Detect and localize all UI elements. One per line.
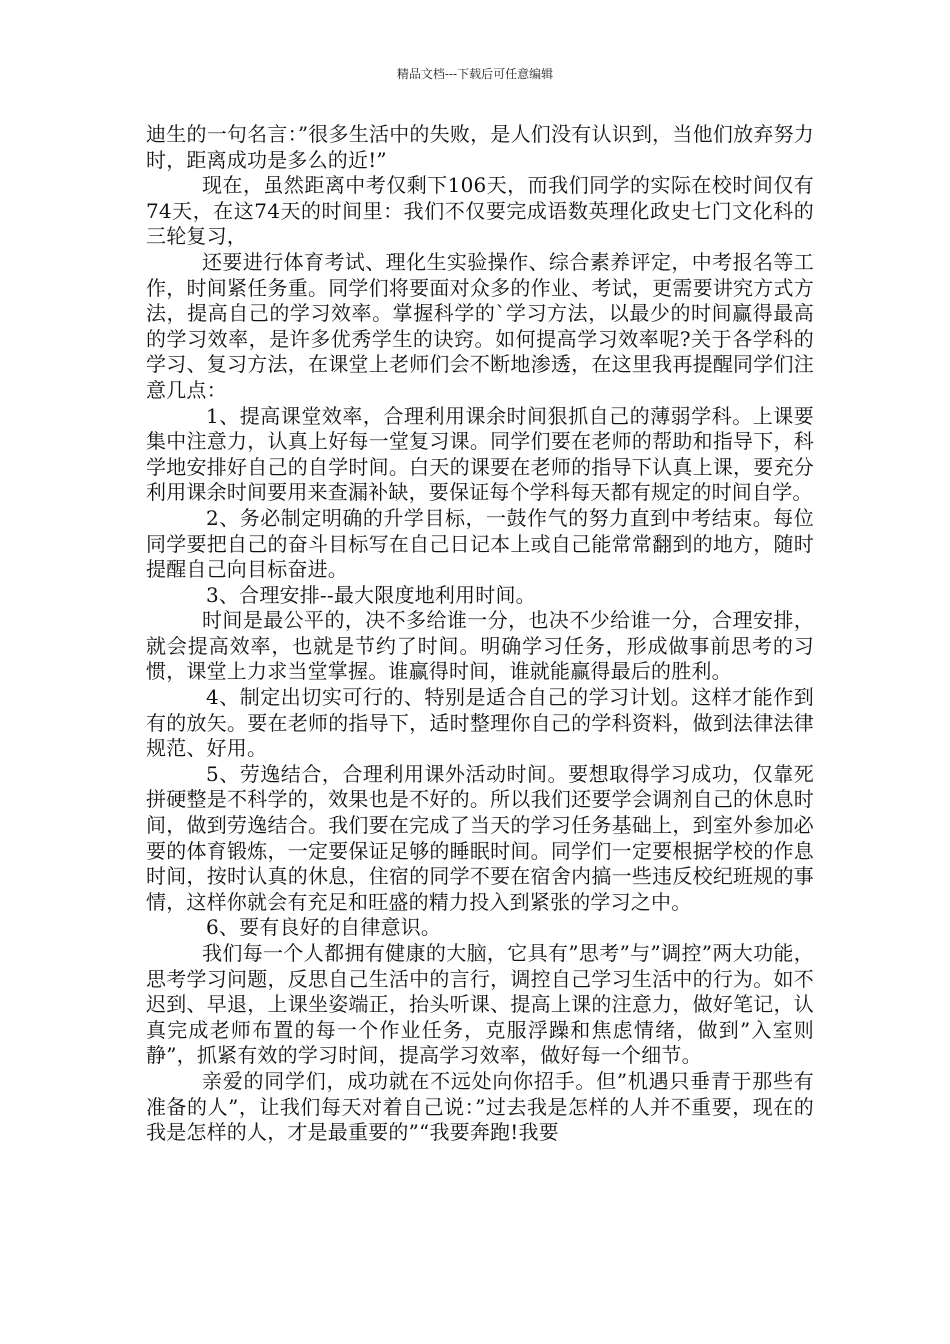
paragraph-6: 3、合理安排--最大限度地利用时间。: [206, 582, 536, 607]
paragraph-1: 迪生的一句名言：”很多生活中的失败，是人们没有认识到，当他们放弃努力时，距离成功是多么的近!”: [146, 122, 814, 172]
paragraph-4: 1、提高课堂效率，合理利用课余时间狠抓自己的薄弱学科。上课要集中注意力，认真上好每一堂复习课。同学们要在老师的帮助和指导下，科学地安排好自己的自学时间。白天的课要在老师的指导下认真上课，要充分利用课余时间要用来查漏补缺，要保证每个学科每天都有规定的时间自学。: [146, 403, 814, 505]
document-body: [146, 122, 814, 1146]
paragraph-8: 4、制定出切实可行的、特别是适合自己的学习计划。这样才能作到有的放矢。要在老师的指导下，适时整理你自己的学科资料，做到法律法律规范、好用。: [146, 685, 814, 761]
paragraph-7: 时间是最公平的，决不多给谁一分，也决不少给谁一分，合理安排，就会提高效率，也就是节约了时间。明确学习任务，形成做事前思考的习惯，课堂上力求当堂掌握。谁赢得时间，谁就能赢得最后的胜利。: [146, 608, 814, 684]
paragraph-3: 还要进行体育考试、理化生实验操作、综合素养评定，中考报名等工作，时间紧任务重。同学们将要面对众多的作业、考试，更需要讲究方式方法，提高自己的学习效率。掌握科学的`学习方法，以最少的时间赢得最高的学习效率，是许多优秀学生的诀窍。如何提高学习效率呢?关于各学科的学习、复习方法，在课堂上老师们会不断地渗透，在这里我再提醒同学们注意几点：: [146, 249, 814, 402]
paragraph-10: 6、要有良好的自律意识。: [206, 915, 442, 940]
paragraph-5: 2、务必制定明确的升学目标，一鼓作气的努力直到中考结束。每位同学要把自己的奋斗目标写在自己日记本上或自己能常常翻到的地方，随时提醒自己向目标奋进。: [146, 505, 814, 582]
paragraph-12: 亲爱的同学们，成功就在不远处向你招手。但”机遇只垂青于那些有准备的人”，让我们每天对着自己说：”过去我是怎样的人并不重要，现在的我是怎样的人，才是最重要的”“我要奔跑!我要: [146, 1068, 814, 1145]
page-header: 精品文档---下载后可任意编辑: [396, 67, 554, 81]
paragraph-9: 5、劳逸结合，合理利用课外活动时间。要想取得学习成功，仅靠死拼硬整是不科学的，效果也是不好的。所以我们还要学会调剂自己的休息时间，做到劳逸结合。我们要在完成了当天的学习任务基础上，到室外参加必要的体育锻炼，一定要保证足够的睡眠时间。同学们一定要根据学校的作息时间，按时认真的休息，住宿的同学不要在宿舍内搞一些违反校纪班规的事情，这样你就会有充足和旺盛的精力投入到紧张的学习之中。: [146, 761, 814, 914]
paragraph-2: 现在，虽然距离中考仅剩下106天，而我们同学的实际在校时间仅有74天，在这74天的时间里：我们不仅要完成语数英理化政史七门文化科的三轮复习，: [146, 173, 814, 249]
paragraph-11: 我们每一个人都拥有健康的大脑，它具有”思考”与”调控”两大功能，思考学习问题，反思自己生活中的言行，调控自己学习生活中的行为。如不迟到、早退，上课坐姿端正，抬头听课、提高上课的注意力，做好笔记，认真完成老师布置的每一个作业任务，克服浮躁和焦虑情绪，做到”入室则静”，抓紧有效的学习时间，提高学习效率，做好每一个细节。: [146, 941, 814, 1068]
